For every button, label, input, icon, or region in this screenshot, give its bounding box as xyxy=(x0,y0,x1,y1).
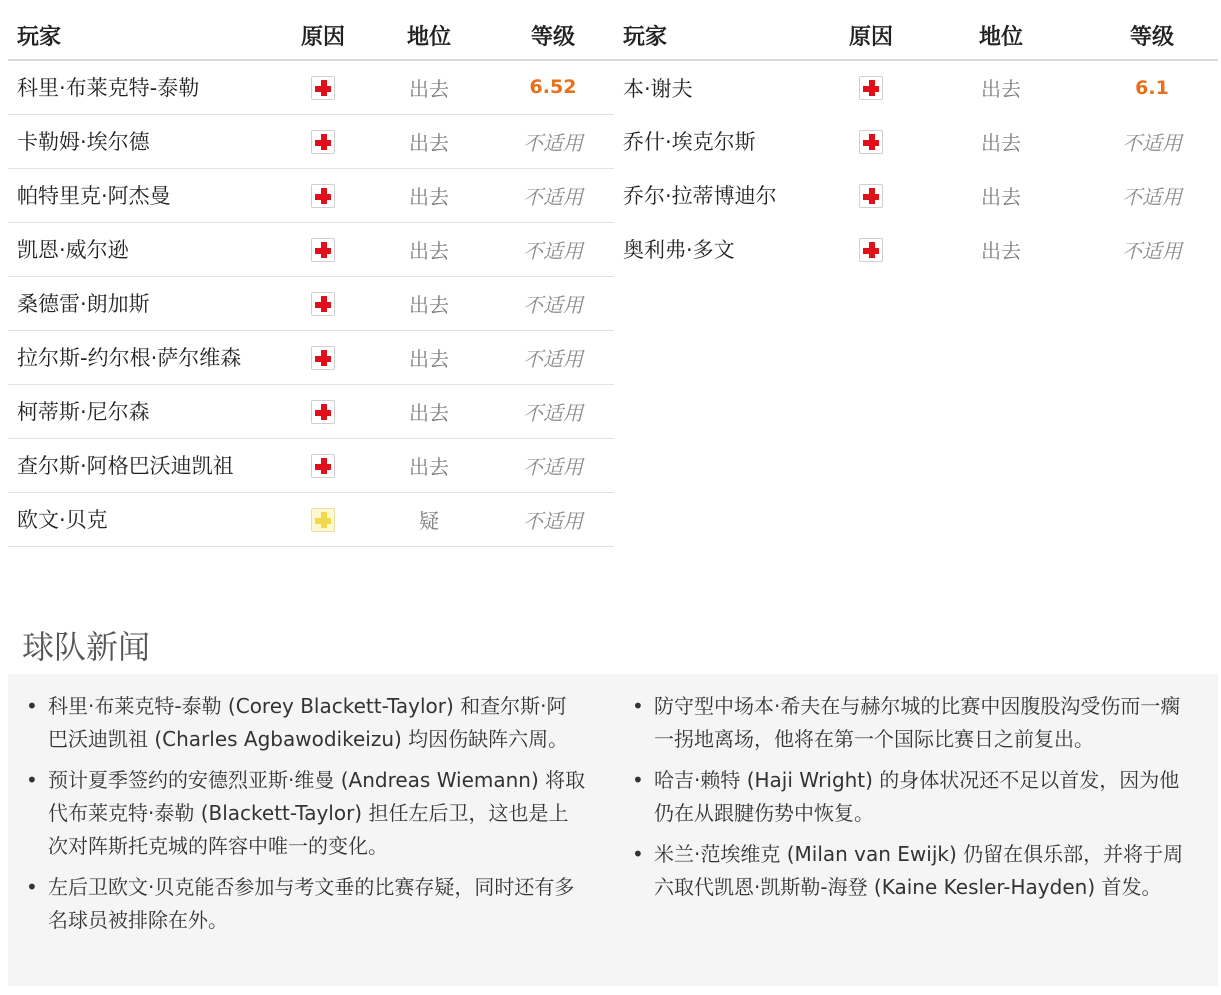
player-rating: 不适用 xyxy=(492,276,614,330)
away-news-column xyxy=(632,690,1192,912)
table-row xyxy=(614,168,1218,222)
header-player: 玩家 xyxy=(8,12,280,60)
table-row xyxy=(8,384,614,438)
player-rating: 不适用 xyxy=(1122,238,1182,263)
home-news-column xyxy=(26,690,586,945)
header-player: 玩家 xyxy=(614,12,826,60)
injury-icon xyxy=(859,76,883,100)
news-item: • 科里·布莱克特-泰勒 (Corey Blackett-Taylor) 和查尔斯·阿巴沃迪凯祖 (Charles Agbawodikeizu) 均因伤缺阵六周。 xyxy=(26,690,586,756)
injury-tables xyxy=(8,12,1218,547)
player-status: 出去 xyxy=(366,168,492,222)
injury-icon xyxy=(311,238,335,262)
table-row xyxy=(614,114,1218,168)
player-rating: 不适用 xyxy=(492,492,614,546)
player-status: 出去 xyxy=(981,238,1021,263)
news-item: • 预计夏季签约的安德烈亚斯·维曼 (Andreas Wiemann) 将取代布莱克特·泰勒 (Blackett-Taylor) 担任左后卫，这也是上次对阵斯托克城的阵容中唯一的变化。 xyxy=(26,764,586,863)
table-row xyxy=(8,60,614,114)
table-row xyxy=(614,60,1218,114)
player-name[interactable]: 奥利弗·多文 xyxy=(623,238,735,262)
player-name[interactable]: 柯蒂斯·尼尔森 xyxy=(8,384,280,438)
header-rating: 等级 xyxy=(492,12,614,60)
table-row xyxy=(8,492,614,546)
table-row xyxy=(8,168,614,222)
header-reason: 原因 xyxy=(280,12,366,60)
player-name[interactable]: 欧文·贝克 xyxy=(8,492,280,546)
news-item: • 左后卫欧文·贝克能否参加与考文垂的比赛存疑，同时还有多名球员被排除在外。 xyxy=(26,871,586,937)
table-header-row xyxy=(8,12,614,60)
table-row xyxy=(8,276,614,330)
table-row xyxy=(8,438,614,492)
player-status: 出去 xyxy=(366,222,492,276)
player-status: 出去 xyxy=(366,60,492,114)
news-list xyxy=(26,690,586,937)
player-status: 出去 xyxy=(366,438,492,492)
player-rating: 不适用 xyxy=(1122,130,1182,155)
player-name[interactable]: 卡勒姆·埃尔德 xyxy=(8,114,280,168)
doubtful-icon xyxy=(311,508,335,532)
news-item: • 哈吉·赖特 (Haji Wright) 的身体状况还不足以首发，因为他仍在从跟腱伤势中恢复。 xyxy=(632,764,1192,830)
player-status: 出去 xyxy=(981,130,1021,155)
injury-icon xyxy=(311,292,335,316)
injury-icon xyxy=(859,130,883,154)
table-row xyxy=(8,222,614,276)
away-injury-table xyxy=(614,12,1218,276)
player-rating: 不适用 xyxy=(492,222,614,276)
header-rating: 等级 xyxy=(1086,12,1218,60)
player-rating: 不适用 xyxy=(492,330,614,384)
news-item: • 米兰·范埃维克 (Milan van Ewijk) 仍留在俱乐部，并将于周六取代凯恩·凯斯勒-海登 (Kaine Kesler-Hayden) 首发。 xyxy=(632,838,1192,904)
player-name[interactable]: 查尔斯·阿格巴沃迪凯祖 xyxy=(8,438,280,492)
header-reason: 原因 xyxy=(826,12,916,60)
home-injury-table xyxy=(8,12,614,547)
news-list xyxy=(632,690,1192,904)
team-news-title: 球队新闻 xyxy=(22,628,151,666)
player-name[interactable]: 科里·布莱克特-泰勒 xyxy=(8,60,280,114)
player-name[interactable]: 乔尔·拉蒂博迪尔 xyxy=(623,184,777,208)
player-status: 出去 xyxy=(366,114,492,168)
player-rating: 不适用 xyxy=(492,384,614,438)
injury-icon xyxy=(311,400,335,424)
table-row xyxy=(8,330,614,384)
player-status: 疑 xyxy=(366,492,492,546)
table-row xyxy=(614,222,1218,276)
header-status: 地位 xyxy=(916,12,1086,60)
news-item: • 防守型中场本·希夫在与赫尔城的比赛中因腹股沟受伤而一瘸一拐地离场，他将在第一个国际比赛日之前复出。 xyxy=(632,690,1192,756)
player-name[interactable]: 乔什·埃克尔斯 xyxy=(623,130,756,154)
injury-icon xyxy=(859,238,883,262)
table-header-row xyxy=(614,12,1218,60)
player-rating: 不适用 xyxy=(492,114,614,168)
player-rating: 不适用 xyxy=(492,438,614,492)
player-rating: 6.52 xyxy=(492,60,614,114)
player-status: 出去 xyxy=(366,384,492,438)
player-name[interactable]: 桑德雷·朗加斯 xyxy=(8,276,280,330)
injury-icon xyxy=(859,184,883,208)
injury-icon xyxy=(311,130,335,154)
player-name[interactable]: 本·谢夫 xyxy=(623,76,693,101)
player-rating: 不适用 xyxy=(1122,184,1182,209)
player-status: 出去 xyxy=(366,330,492,384)
table-row xyxy=(8,114,614,168)
player-rating: 不适用 xyxy=(492,168,614,222)
player-name[interactable]: 拉尔斯-约尔根·萨尔维森 xyxy=(8,330,280,384)
injury-icon xyxy=(311,346,335,370)
header-status: 地位 xyxy=(366,12,492,60)
injury-icon xyxy=(311,184,335,208)
team-news-panel xyxy=(8,674,1218,986)
player-name[interactable]: 帕特里克·阿杰曼 xyxy=(8,168,280,222)
player-status: 出去 xyxy=(366,276,492,330)
player-status: 出去 xyxy=(981,77,1021,101)
injury-icon xyxy=(311,454,335,478)
player-status: 出去 xyxy=(981,184,1021,209)
player-rating: 6.1 xyxy=(1135,76,1169,99)
player-name[interactable]: 凯恩·威尔逊 xyxy=(8,222,280,276)
injury-icon xyxy=(311,76,335,100)
